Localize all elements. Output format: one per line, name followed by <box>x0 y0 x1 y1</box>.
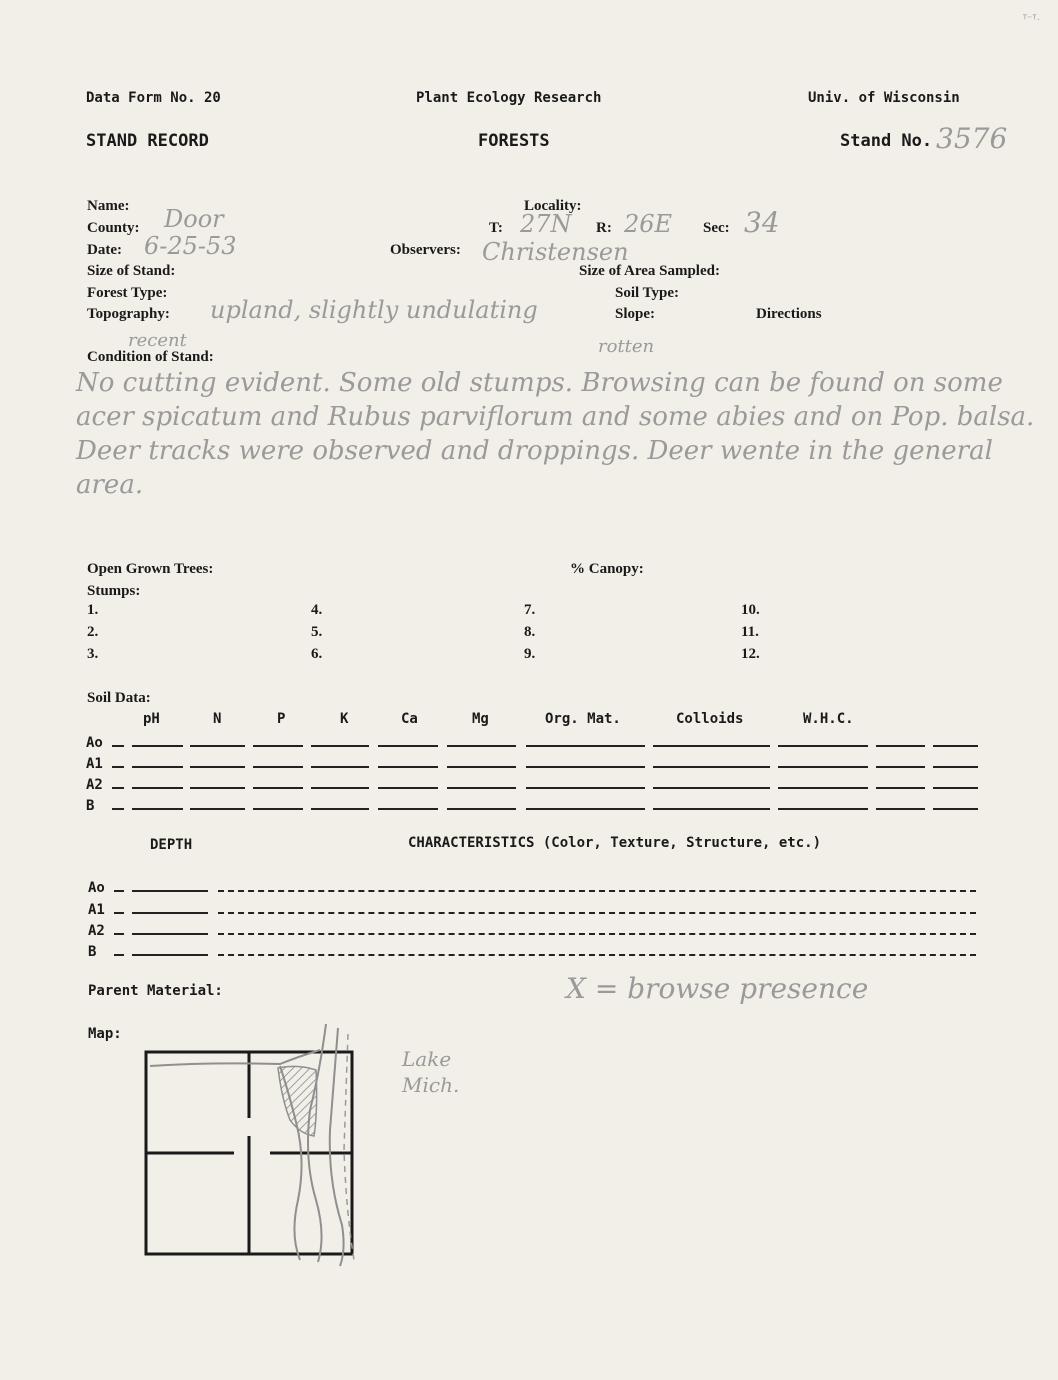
stump-number: 4. <box>311 602 323 618</box>
soil-blank-line <box>132 766 183 768</box>
size-of-area-label: Size of Area Sampled: <box>579 263 720 279</box>
soil-blank-line <box>253 745 303 747</box>
soil-horizon-label: A1 <box>86 756 103 772</box>
section-title: FORESTS <box>478 131 550 151</box>
condition-insert-recent: recent <box>128 330 187 351</box>
r-value: 26E <box>624 210 673 238</box>
depth-blank-line <box>132 912 208 914</box>
slope-label: Slope: <box>615 306 656 322</box>
university: Univ. of Wisconsin <box>808 90 960 106</box>
stump-number: 12. <box>741 646 760 662</box>
depth-row-lead <box>114 912 124 914</box>
soil-blank-line <box>778 808 868 810</box>
soil-blank-line <box>190 787 245 789</box>
forest-type-label: Forest Type: <box>87 285 168 301</box>
characteristics-blank-line <box>218 954 976 956</box>
soil-blank-line <box>253 766 303 768</box>
t-label: T: <box>489 220 503 236</box>
soil-blank-line <box>933 787 978 789</box>
name-label: Name: <box>87 198 130 214</box>
topography-label: Topography: <box>87 306 170 322</box>
soil-row-lead <box>112 745 124 747</box>
soil-blank-line <box>132 787 183 789</box>
soil-blank-line <box>876 808 925 810</box>
soil-blank-line <box>132 745 183 747</box>
directions-label: Directions <box>756 306 822 322</box>
soil-blank-line <box>526 787 645 789</box>
size-of-stand-label: Size of Stand: <box>87 263 176 279</box>
soil-blank-line <box>778 787 868 789</box>
observers-value: Christensen <box>482 238 629 266</box>
county-label: County: <box>87 220 140 236</box>
stumps-label: Stumps: <box>87 583 141 599</box>
soil-blank-line <box>526 745 645 747</box>
characteristics-blank-line <box>218 933 976 935</box>
soil-horizon-label: Ao <box>86 735 103 751</box>
characteristics-label: CHARACTERISTICS (Color, Texture, Structure, etc.) <box>408 835 822 851</box>
depth-row-lead <box>114 933 124 935</box>
soil-blank-line <box>876 745 925 747</box>
soil-type-label: Soil Type: <box>615 285 680 301</box>
soil-col-ca: Ca <box>401 711 418 727</box>
soil-blank-line <box>447 787 516 789</box>
soil-blank-line <box>933 766 978 768</box>
soil-row-lead <box>112 766 124 768</box>
depth-row-lead <box>114 890 124 892</box>
soil-col-p: P <box>277 711 286 727</box>
soil-blank-line <box>447 766 516 768</box>
depth-blank-line <box>132 933 208 935</box>
soil-blank-line <box>653 787 770 789</box>
stump-number: 9. <box>524 646 536 662</box>
soil-blank-line <box>876 787 925 789</box>
depth-blank-line <box>132 954 208 956</box>
characteristics-blank-line <box>218 890 976 892</box>
soil-col-n: N <box>213 711 222 727</box>
soil-blank-line <box>132 808 183 810</box>
soil-col-ph: pH <box>143 711 160 727</box>
soil-data-label: Soil Data: <box>87 690 151 706</box>
stump-number: 5. <box>311 624 323 640</box>
stump-number: 2. <box>87 624 99 640</box>
soil-row-lead <box>112 808 124 810</box>
soil-col-org-mat: Org. Mat. <box>545 711 621 727</box>
date-label: Date: <box>87 242 122 258</box>
pencil-stroke <box>330 1028 344 1266</box>
soil-blank-line <box>190 808 245 810</box>
depth-horizon-label: A1 <box>88 902 105 918</box>
depth-row-lead <box>114 954 124 956</box>
soil-horizon-label: A2 <box>86 777 103 793</box>
soil-blank-line <box>253 808 303 810</box>
depth-label: DEPTH <box>150 837 193 853</box>
soil-blank-line <box>378 787 438 789</box>
observers-label: Observers: <box>390 242 461 258</box>
t-value: 27N <box>520 210 572 238</box>
soil-blank-line <box>378 745 438 747</box>
stump-number: 8. <box>524 624 536 640</box>
pencil-stroke <box>308 1024 326 1262</box>
stump-number: 10. <box>741 602 760 618</box>
organization: Plant Ecology Research <box>416 90 602 106</box>
soil-col-whc: W.H.C. <box>803 711 854 727</box>
condition-notes: No cutting evident. Some old stumps. Browsing can be found on some acer spicatum and Rubus parviflorum and some abies and on Pop. balsa. Deer tracks were observed and droppings. Deer wente in the general area. <box>76 368 1035 500</box>
soil-blank-line <box>933 745 978 747</box>
soil-blank-line <box>190 745 245 747</box>
soil-blank-line <box>378 766 438 768</box>
soil-col-mg: Mg <box>472 711 489 727</box>
stump-number: 11. <box>741 624 759 640</box>
sec-value: 34 <box>744 206 780 239</box>
soil-blank-line <box>653 745 770 747</box>
browse-presence-note: X = browse presence <box>566 972 869 1005</box>
hatched-browse-area <box>278 1066 317 1136</box>
stand-no-value: 3576 <box>936 122 1008 155</box>
characteristics-blank-line <box>218 912 976 914</box>
map-label: Map: <box>88 1026 122 1042</box>
r-label: R: <box>596 220 612 236</box>
stump-number: 7. <box>524 602 536 618</box>
soil-blank-line <box>311 745 369 747</box>
soil-blank-line <box>447 745 516 747</box>
soil-blank-line <box>526 766 645 768</box>
soil-col-k: K <box>340 711 349 727</box>
soil-blank-line <box>447 808 516 810</box>
soil-row-lead <box>112 787 124 789</box>
depth-blank-line <box>132 890 208 892</box>
soil-blank-line <box>653 766 770 768</box>
sec-label: Sec: <box>703 220 730 236</box>
section-map-sketch <box>130 1010 390 1270</box>
soil-blank-line <box>933 808 978 810</box>
soil-blank-line <box>253 787 303 789</box>
soil-blank-line <box>311 787 369 789</box>
stump-number: 3. <box>87 646 99 662</box>
condition-insert-rotten: rotten <box>598 336 655 357</box>
record-title: STAND RECORD <box>86 131 209 151</box>
canopy-label: % Canopy: <box>570 561 644 577</box>
form-number: Data Form No. 20 <box>86 90 221 106</box>
date-value: 6-25-53 <box>144 232 237 260</box>
soil-blank-line <box>876 766 925 768</box>
depth-horizon-label: B <box>88 944 97 960</box>
depth-horizon-label: Ao <box>88 880 105 896</box>
open-grown-trees-label: Open Grown Trees: <box>87 561 214 577</box>
soil-blank-line <box>378 808 438 810</box>
topography-value: upland, slightly undulating <box>210 296 538 324</box>
soil-blank-line <box>778 766 868 768</box>
soil-col-colloids: Colloids <box>676 711 744 727</box>
county-value: Door <box>164 205 224 233</box>
corner-mark: ᵀ⁻ᵀ· <box>1022 14 1040 25</box>
soil-blank-line <box>190 766 245 768</box>
locality-label: Locality: <box>524 198 582 214</box>
stand-no-label: Stand No. <box>840 131 933 151</box>
stump-number: 1. <box>87 602 99 618</box>
soil-horizon-label: B <box>86 798 95 814</box>
soil-blank-line <box>526 808 645 810</box>
soil-blank-line <box>778 745 868 747</box>
lake-label: Lake Mich. <box>402 1047 460 1097</box>
depth-horizon-label: A2 <box>88 923 105 939</box>
soil-blank-line <box>311 808 369 810</box>
parent-material-label: Parent Material: <box>88 983 223 999</box>
soil-blank-line <box>653 808 770 810</box>
soil-blank-line <box>311 766 369 768</box>
condition-of-stand-label: Condition of Stand: <box>87 349 214 365</box>
stump-number: 6. <box>311 646 323 662</box>
